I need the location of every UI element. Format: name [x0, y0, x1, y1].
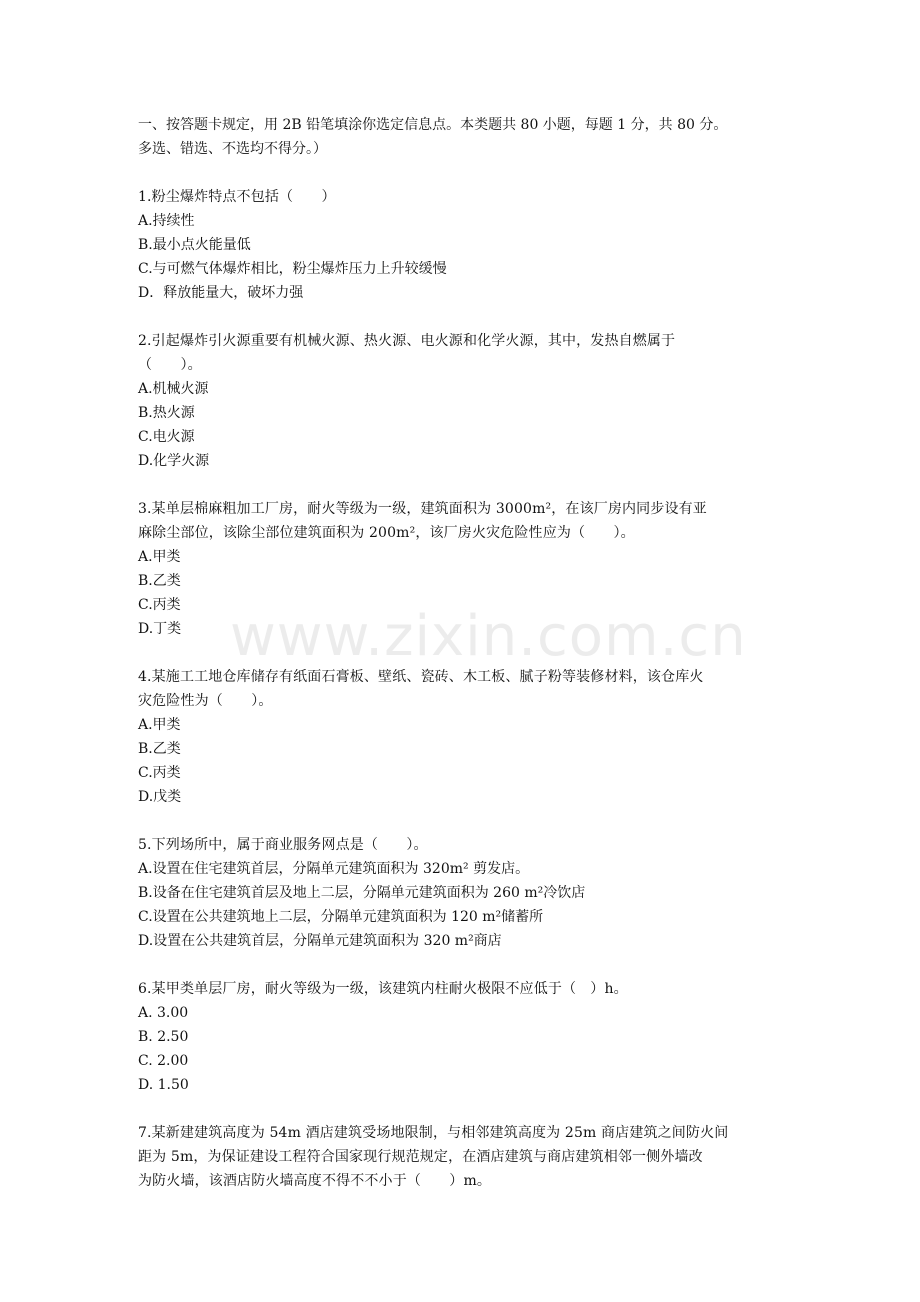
option-a: A.设置在住宅建筑首层，分隔单元建筑面积为 320m² 剪发店。 — [138, 861, 530, 877]
question-stem — [138, 833, 798, 857]
question-7 — [138, 1121, 798, 1193]
option-b: B.乙类 — [138, 741, 181, 757]
question-2 — [138, 329, 798, 473]
question-4 — [138, 665, 798, 809]
question-5 — [138, 833, 798, 953]
instruction-line: 多选、错选、不选均不得分。） — [138, 141, 327, 157]
question-stem-line: 3.某单层棉麻粗加工厂房，耐火等级为一级，建筑面积为 3000m²，在该厂房内同步设有亚 — [138, 501, 707, 517]
option-c: C.丙类 — [138, 765, 181, 781]
question-stem — [138, 665, 798, 713]
question-stem-line: 灾危险性为（ ）。 — [138, 693, 273, 709]
question-stem-line: 1.粉尘爆炸特点不包括（ ） — [138, 189, 336, 205]
question-stem-line: 5.下列场所中，属于商业服务网点是（ ）。 — [138, 837, 428, 853]
option-a: A.持续性 — [138, 213, 195, 229]
question-3 — [138, 497, 798, 641]
option-b: B.最小点火能量低 — [138, 237, 251, 253]
option-a: A.甲类 — [138, 717, 181, 733]
exam-content — [138, 113, 798, 1193]
question-6 — [138, 977, 798, 1097]
option-c: C. 2.00 — [138, 1053, 189, 1069]
question-stem-line: 麻除尘部位，该除尘部位建筑面积为 200m²，该厂房火灾危险性应为（ ）。 — [138, 525, 635, 541]
option-a: A. 3.00 — [138, 1005, 189, 1021]
instructions — [138, 113, 798, 161]
option-d: D.设置在公共建筑首层，分隔单元建筑面积为 320 m²商店 — [138, 933, 502, 949]
option-c: C.电火源 — [138, 429, 195, 445]
question-stem-line: 6.某甲类单层厂房，耐火等级为一级，该建筑内柱耐火极限不应低于（ ）h。 — [138, 981, 628, 997]
option-d: D.化学火源 — [138, 453, 210, 469]
question-stem — [138, 1121, 798, 1193]
option-a: A.机械火源 — [138, 381, 209, 397]
watermark: www.zixin.com.cn — [230, 604, 747, 669]
question-stem — [138, 977, 798, 1001]
question-stem-line: （ ）。 — [138, 357, 202, 373]
option-b: B.设备在住宅建筑首层及地上二层，分隔单元建筑面积为 260 m²冷饮店 — [138, 885, 586, 901]
question-stem-line: 2.引起爆炸引火源重要有机械火源、热火源、电火源和化学火源，其中，发热自燃属于 — [138, 333, 676, 349]
question-stem-line: 为防火墙，该酒店防火墙高度不得不不小于（ ）m。 — [138, 1173, 492, 1189]
instruction-line: 一、按答题卡规定，用 2B 铅笔填涂你选定信息点。本类题共 80 小题，每题 1 分，共 80 分。 — [138, 117, 728, 133]
option-c: C.设置在公共建筑地上二层，分隔单元建筑面积为 120 m²储蓄所 — [138, 909, 544, 925]
option-b: B. 2.50 — [138, 1029, 189, 1045]
option-c: C.与可燃气体爆炸相比，粉尘爆炸压力上升较缓慢 — [138, 261, 447, 277]
question-stem-line: 7.某新建建筑高度为 54m 酒店建筑受场地限制，与相邻建筑高度为 25m 商店建筑之间防火间 — [138, 1125, 729, 1141]
question-stem — [138, 329, 798, 377]
question-stem — [138, 497, 798, 545]
question-stem-line: 距为 5m，为保证建设工程符合国家现行规范规定，在酒店建筑与商店建筑相邻一侧外墙改 — [138, 1149, 703, 1165]
option-a: A.甲类 — [138, 549, 181, 565]
option-d: D. 1.50 — [138, 1077, 189, 1093]
option-c: C.丙类 — [138, 597, 181, 613]
option-d: D.戊类 — [138, 789, 182, 805]
option-b: B.乙类 — [138, 573, 181, 589]
question-stem-line: 4.某施工工地仓库储存有纸面石膏板、壁纸、瓷砖、木工板、腻子粉等装修材料，该仓库火 — [138, 669, 704, 685]
option-d: D．释放能量大，破坏力强 — [138, 285, 304, 301]
question-stem — [138, 185, 798, 209]
option-d: D.丁类 — [138, 621, 182, 637]
question-1 — [138, 185, 798, 305]
option-b: B.热火源 — [138, 405, 195, 421]
